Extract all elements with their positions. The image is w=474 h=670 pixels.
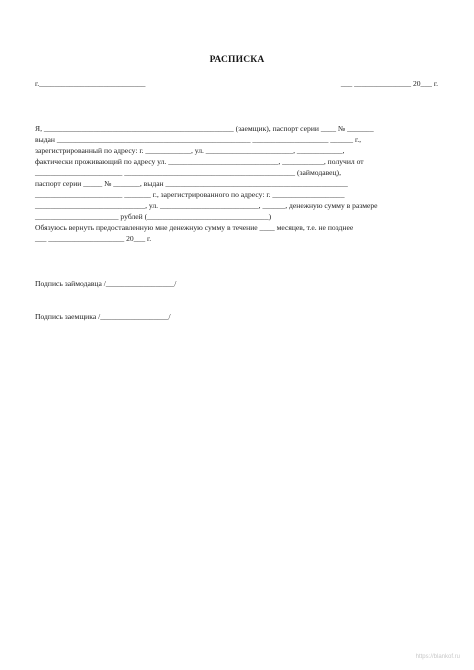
date-line: ___ _______________ 20___ г. — [340, 79, 438, 88]
lender-signature: Подпись займодавца /__________________/ — [35, 279, 177, 288]
body-line-2: выдан ___________________________________________________ ____________________ ______ г., — [35, 135, 361, 144]
body-line-5: _______________________ _____________________________________________ (займодавец), — [35, 168, 341, 177]
body-line-8: _____________________________, ул. __________________________, ______, денежную сумму в размере — [35, 201, 378, 210]
document-title: РАСПИСКА — [209, 55, 265, 65]
body-line-9: ______________________ рублей (________________________________) — [35, 212, 272, 221]
body-line-4: фактически проживающий по адресу ул. _____________________________, ___________, получил от — [35, 157, 364, 166]
body-line-7: _______________________ _______ г., зарегистрированного по адресу: г. ___________________ — [35, 190, 345, 199]
body-line-6: паспорт серии _____ № _______, выдан ________________________________________________ — [35, 179, 348, 188]
place-line: г.____________________________ — [35, 79, 146, 88]
body-line-1: Я, __________________________________________________ (заемщик), паспорт серии ____ № _______ — [35, 124, 374, 133]
body-line-3: зарегистрированный по адресу: г. ____________, ул. _______________________, ____________, — [35, 146, 345, 155]
borrower-signature: Подпись заемщика /__________________/ — [35, 312, 171, 321]
body-line-11: ___ ____________________ 20___ г. — [35, 234, 152, 243]
body-line-10: Обязуюсь вернуть предоставленную мне денежную сумму в течение ____ месяцев, т.е. не позднее — [35, 223, 354, 232]
watermark-link: https://blankof.ru — [415, 654, 460, 660]
